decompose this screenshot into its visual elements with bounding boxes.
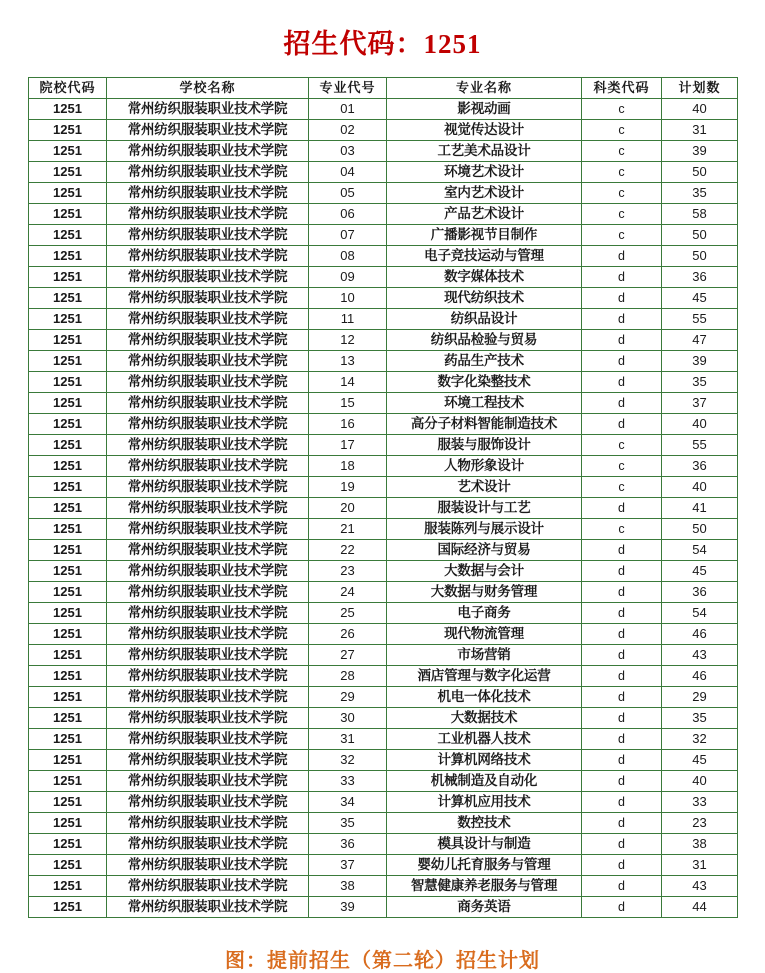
table-row: [29, 456, 738, 477]
cell-school-name: 常州纺织服装职业技术学院: [107, 645, 309, 666]
cell-major-code: 27: [309, 645, 387, 666]
cell-plan-count: 54: [662, 540, 738, 561]
cell-major-name: 电子竞技运动与管理: [387, 246, 582, 267]
table-row: [29, 561, 738, 582]
cell-school-name: 常州纺织服装职业技术学院: [107, 372, 309, 393]
cell-school-code: 1251: [29, 162, 107, 183]
cell-school-name: 常州纺织服装职业技术学院: [107, 246, 309, 267]
cell-plan-count: 36: [662, 582, 738, 603]
header-category-code: 科类代码: [582, 78, 662, 99]
cell-school-code: 1251: [29, 708, 107, 729]
cell-school-name: 常州纺织服装职业技术学院: [107, 393, 309, 414]
cell-plan-count: 38: [662, 834, 738, 855]
cell-school-code: 1251: [29, 477, 107, 498]
cell-plan-count: 54: [662, 603, 738, 624]
cell-school-code: 1251: [29, 750, 107, 771]
cell-category-code: c: [582, 204, 662, 225]
cell-category-code: d: [582, 330, 662, 351]
cell-plan-count: 37: [662, 393, 738, 414]
cell-school-name: 常州纺织服装职业技术学院: [107, 498, 309, 519]
cell-major-name: 大数据技术: [387, 708, 582, 729]
cell-school-name: 常州纺织服装职业技术学院: [107, 519, 309, 540]
cell-school-code: 1251: [29, 267, 107, 288]
cell-plan-count: 44: [662, 897, 738, 918]
cell-major-name: 酒店管理与数字化运营: [387, 666, 582, 687]
cell-school-code: 1251: [29, 519, 107, 540]
cell-major-code: 36: [309, 834, 387, 855]
cell-school-code: 1251: [29, 645, 107, 666]
cell-school-name: 常州纺织服装职业技术学院: [107, 603, 309, 624]
cell-category-code: c: [582, 141, 662, 162]
cell-school-code: 1251: [29, 372, 107, 393]
cell-school-code: 1251: [29, 204, 107, 225]
cell-category-code: d: [582, 792, 662, 813]
header-major-name: 专业名称: [387, 78, 582, 99]
page-title: 招生代码：1251: [283, 29, 482, 59]
cell-school-name: 常州纺织服装职业技术学院: [107, 330, 309, 351]
cell-plan-count: 45: [662, 288, 738, 309]
cell-plan-count: 58: [662, 204, 738, 225]
cell-major-code: 37: [309, 855, 387, 876]
table-header: [29, 78, 738, 99]
cell-major-name: 工业机器人技术: [387, 729, 582, 750]
cell-plan-count: 33: [662, 792, 738, 813]
table-row: [29, 288, 738, 309]
table-row: [29, 99, 738, 120]
cell-major-code: 01: [309, 99, 387, 120]
cell-school-code: 1251: [29, 624, 107, 645]
cell-school-code: 1251: [29, 666, 107, 687]
cell-major-name: 计算机网络技术: [387, 750, 582, 771]
cell-major-name: 高分子材料智能制造技术: [387, 414, 582, 435]
table-row: [29, 519, 738, 540]
cell-major-name: 数字化染整技术: [387, 372, 582, 393]
cell-plan-count: 31: [662, 855, 738, 876]
cell-major-code: 18: [309, 456, 387, 477]
cell-category-code: d: [582, 645, 662, 666]
cell-plan-count: 45: [662, 750, 738, 771]
cell-plan-count: 40: [662, 771, 738, 792]
cell-major-code: 24: [309, 582, 387, 603]
cell-major-code: 22: [309, 540, 387, 561]
table-row: [29, 771, 738, 792]
cell-major-code: 31: [309, 729, 387, 750]
cell-major-name: 现代纺织技术: [387, 288, 582, 309]
cell-category-code: d: [582, 267, 662, 288]
cell-school-code: 1251: [29, 582, 107, 603]
cell-major-name: 模具设计与制造: [387, 834, 582, 855]
cell-school-code: 1251: [29, 897, 107, 918]
cell-major-name: 市场营销: [387, 645, 582, 666]
cell-major-code: 06: [309, 204, 387, 225]
cell-school-name: 常州纺织服装职业技术学院: [107, 687, 309, 708]
cell-major-name: 服装陈列与展示设计: [387, 519, 582, 540]
cell-major-name: 影视动画: [387, 99, 582, 120]
cell-major-code: 33: [309, 771, 387, 792]
cell-plan-count: 46: [662, 666, 738, 687]
cell-school-name: 常州纺织服装职业技术学院: [107, 477, 309, 498]
cell-school-name: 常州纺织服装职业技术学院: [107, 561, 309, 582]
table-row: [29, 708, 738, 729]
table-row: [29, 309, 738, 330]
cell-major-code: 35: [309, 813, 387, 834]
cell-school-name: 常州纺织服装职业技术学院: [107, 582, 309, 603]
cell-school-code: 1251: [29, 561, 107, 582]
cell-school-code: 1251: [29, 246, 107, 267]
cell-category-code: c: [582, 225, 662, 246]
table-body: [29, 99, 738, 918]
cell-school-code: 1251: [29, 729, 107, 750]
cell-category-code: d: [582, 561, 662, 582]
cell-major-name: 国际经济与贸易: [387, 540, 582, 561]
cell-school-code: 1251: [29, 456, 107, 477]
cell-school-code: 1251: [29, 141, 107, 162]
cell-major-code: 20: [309, 498, 387, 519]
table-row: [29, 246, 738, 267]
cell-school-name: 常州纺织服装职业技术学院: [107, 435, 309, 456]
table-row: [29, 897, 738, 918]
cell-school-name: 常州纺织服装职业技术学院: [107, 225, 309, 246]
cell-category-code: d: [582, 708, 662, 729]
cell-major-code: 19: [309, 477, 387, 498]
cell-school-code: 1251: [29, 288, 107, 309]
cell-major-name: 视觉传达设计: [387, 120, 582, 141]
cell-school-code: 1251: [29, 309, 107, 330]
cell-category-code: d: [582, 897, 662, 918]
header-major-code: 专业代号: [309, 78, 387, 99]
cell-plan-count: 50: [662, 225, 738, 246]
cell-school-name: 常州纺织服装职业技术学院: [107, 414, 309, 435]
cell-plan-count: 23: [662, 813, 738, 834]
cell-major-name: 计算机应用技术: [387, 792, 582, 813]
cell-major-code: 02: [309, 120, 387, 141]
cell-major-code: 08: [309, 246, 387, 267]
cell-plan-count: 55: [662, 435, 738, 456]
cell-category-code: d: [582, 540, 662, 561]
cell-category-code: d: [582, 834, 662, 855]
cell-plan-count: 40: [662, 99, 738, 120]
table-row: [29, 477, 738, 498]
cell-category-code: d: [582, 393, 662, 414]
cell-major-code: 16: [309, 414, 387, 435]
cell-school-name: 常州纺织服装职业技术学院: [107, 162, 309, 183]
cell-major-code: 07: [309, 225, 387, 246]
table-row: [29, 540, 738, 561]
cell-category-code: c: [582, 162, 662, 183]
cell-school-name: 常州纺织服装职业技术学院: [107, 99, 309, 120]
cell-category-code: c: [582, 456, 662, 477]
cell-school-name: 常州纺织服装职业技术学院: [107, 120, 309, 141]
cell-major-name: 产品艺术设计: [387, 204, 582, 225]
cell-school-code: 1251: [29, 99, 107, 120]
cell-major-name: 艺术设计: [387, 477, 582, 498]
cell-school-name: 常州纺织服装职业技术学院: [107, 540, 309, 561]
table-row: [29, 372, 738, 393]
cell-major-name: 室内艺术设计: [387, 183, 582, 204]
cell-plan-count: 35: [662, 708, 738, 729]
cell-school-name: 常州纺织服装职业技术学院: [107, 141, 309, 162]
cell-major-code: 29: [309, 687, 387, 708]
figure-caption: 图：提前招生（第二轮）招生计划: [225, 950, 540, 972]
cell-major-name: 环境工程技术: [387, 393, 582, 414]
cell-plan-count: 39: [662, 351, 738, 372]
cell-major-code: 38: [309, 876, 387, 897]
cell-plan-count: 45: [662, 561, 738, 582]
cell-category-code: d: [582, 771, 662, 792]
cell-plan-count: 32: [662, 729, 738, 750]
table-row: [29, 225, 738, 246]
cell-major-name: 大数据与会计: [387, 561, 582, 582]
cell-school-name: 常州纺织服装职业技术学院: [107, 897, 309, 918]
cell-school-code: 1251: [29, 330, 107, 351]
cell-major-code: 17: [309, 435, 387, 456]
cell-school-name: 常州纺织服装职业技术学院: [107, 792, 309, 813]
cell-major-name: 大数据与财务管理: [387, 582, 582, 603]
cell-major-code: 28: [309, 666, 387, 687]
cell-major-name: 工艺美术品设计: [387, 141, 582, 162]
cell-major-code: 15: [309, 393, 387, 414]
cell-category-code: c: [582, 435, 662, 456]
cell-major-code: 10: [309, 288, 387, 309]
cell-school-name: 常州纺织服装职业技术学院: [107, 834, 309, 855]
cell-major-code: 05: [309, 183, 387, 204]
cell-major-name: 药品生产技术: [387, 351, 582, 372]
table-row: [29, 750, 738, 771]
cell-major-name: 智慧健康养老服务与管理: [387, 876, 582, 897]
cell-school-name: 常州纺织服装职业技术学院: [107, 750, 309, 771]
cell-school-code: 1251: [29, 498, 107, 519]
cell-category-code: d: [582, 246, 662, 267]
cell-major-name: 广播影视节目制作: [387, 225, 582, 246]
cell-plan-count: 40: [662, 414, 738, 435]
cell-major-name: 电子商务: [387, 603, 582, 624]
table-row: [29, 687, 738, 708]
cell-plan-count: 35: [662, 183, 738, 204]
cell-category-code: d: [582, 603, 662, 624]
cell-plan-count: 47: [662, 330, 738, 351]
cell-school-code: 1251: [29, 351, 107, 372]
cell-school-code: 1251: [29, 876, 107, 897]
cell-category-code: c: [582, 519, 662, 540]
cell-category-code: d: [582, 351, 662, 372]
cell-school-name: 常州纺织服装职业技术学院: [107, 183, 309, 204]
table-row: [29, 876, 738, 897]
cell-major-name: 数字媒体技术: [387, 267, 582, 288]
cell-school-name: 常州纺织服装职业技术学院: [107, 456, 309, 477]
cell-major-name: 数控技术: [387, 813, 582, 834]
cell-major-name: 环境艺术设计: [387, 162, 582, 183]
cell-major-code: 14: [309, 372, 387, 393]
cell-plan-count: 46: [662, 624, 738, 645]
table-row: [29, 414, 738, 435]
cell-major-code: 25: [309, 603, 387, 624]
cell-school-code: 1251: [29, 120, 107, 141]
cell-major-code: 30: [309, 708, 387, 729]
table-row: [29, 792, 738, 813]
cell-plan-count: 50: [662, 162, 738, 183]
cell-plan-count: 31: [662, 120, 738, 141]
cell-plan-count: 40: [662, 477, 738, 498]
cell-category-code: d: [582, 414, 662, 435]
cell-plan-count: 50: [662, 519, 738, 540]
cell-school-name: 常州纺织服装职业技术学院: [107, 351, 309, 372]
cell-category-code: d: [582, 288, 662, 309]
table-row: [29, 834, 738, 855]
cell-category-code: c: [582, 183, 662, 204]
cell-school-code: 1251: [29, 834, 107, 855]
cell-category-code: d: [582, 855, 662, 876]
table-container: [0, 77, 765, 918]
cell-category-code: d: [582, 582, 662, 603]
cell-category-code: d: [582, 750, 662, 771]
cell-major-code: 34: [309, 792, 387, 813]
cell-plan-count: 29: [662, 687, 738, 708]
cell-category-code: d: [582, 666, 662, 687]
table-row: [29, 330, 738, 351]
cell-school-name: 常州纺织服装职业技术学院: [107, 708, 309, 729]
cell-school-name: 常州纺织服装职业技术学院: [107, 666, 309, 687]
cell-school-name: 常州纺织服装职业技术学院: [107, 288, 309, 309]
table-row: [29, 645, 738, 666]
table-row: [29, 120, 738, 141]
cell-school-code: 1251: [29, 414, 107, 435]
table-row: [29, 267, 738, 288]
table-row: [29, 351, 738, 372]
cell-category-code: d: [582, 876, 662, 897]
cell-school-code: 1251: [29, 603, 107, 624]
cell-school-name: 常州纺织服装职业技术学院: [107, 309, 309, 330]
cell-plan-count: 43: [662, 876, 738, 897]
table-header-row: [29, 78, 738, 99]
cell-plan-count: 41: [662, 498, 738, 519]
cell-school-name: 常州纺织服装职业技术学院: [107, 771, 309, 792]
cell-category-code: c: [582, 477, 662, 498]
cell-plan-count: 50: [662, 246, 738, 267]
table-row: [29, 498, 738, 519]
cell-school-code: 1251: [29, 225, 107, 246]
cell-major-code: 13: [309, 351, 387, 372]
cell-major-name: 服装与服饰设计: [387, 435, 582, 456]
table-row: [29, 603, 738, 624]
cell-major-name: 纺织品检验与贸易: [387, 330, 582, 351]
cell-major-code: 11: [309, 309, 387, 330]
cell-category-code: d: [582, 309, 662, 330]
cell-major-code: 39: [309, 897, 387, 918]
cell-category-code: c: [582, 99, 662, 120]
cell-school-code: 1251: [29, 540, 107, 561]
cell-major-code: 23: [309, 561, 387, 582]
table-row: [29, 141, 738, 162]
cell-category-code: c: [582, 120, 662, 141]
cell-school-name: 常州纺织服装职业技术学院: [107, 729, 309, 750]
cell-school-code: 1251: [29, 813, 107, 834]
table-row: [29, 666, 738, 687]
header-school-code: 院校代码: [29, 78, 107, 99]
table-row: [29, 729, 738, 750]
cell-school-name: 常州纺织服装职业技术学院: [107, 204, 309, 225]
table-row: [29, 162, 738, 183]
cell-plan-count: 39: [662, 141, 738, 162]
table-row: [29, 183, 738, 204]
cell-school-code: 1251: [29, 183, 107, 204]
cell-major-code: 04: [309, 162, 387, 183]
cell-major-code: 26: [309, 624, 387, 645]
cell-plan-count: 36: [662, 267, 738, 288]
cell-plan-count: 55: [662, 309, 738, 330]
cell-school-name: 常州纺织服装职业技术学院: [107, 855, 309, 876]
cell-major-code: 12: [309, 330, 387, 351]
table-row: [29, 393, 738, 414]
cell-major-code: 09: [309, 267, 387, 288]
table-row: [29, 204, 738, 225]
cell-major-name: 纺织品设计: [387, 309, 582, 330]
cell-major-name: 现代物流管理: [387, 624, 582, 645]
cell-school-name: 常州纺织服装职业技术学院: [107, 624, 309, 645]
table-row: [29, 813, 738, 834]
cell-major-name: 机电一体化技术: [387, 687, 582, 708]
table-row: [29, 624, 738, 645]
header-school-name: 学校名称: [107, 78, 309, 99]
cell-plan-count: 35: [662, 372, 738, 393]
cell-school-name: 常州纺织服装职业技术学院: [107, 267, 309, 288]
cell-school-code: 1251: [29, 435, 107, 456]
cell-category-code: d: [582, 813, 662, 834]
cell-school-code: 1251: [29, 771, 107, 792]
cell-school-code: 1251: [29, 855, 107, 876]
cell-plan-count: 36: [662, 456, 738, 477]
cell-category-code: d: [582, 687, 662, 708]
cell-school-name: 常州纺织服装职业技术学院: [107, 813, 309, 834]
cell-category-code: d: [582, 624, 662, 645]
cell-school-code: 1251: [29, 687, 107, 708]
cell-major-name: 机械制造及自动化: [387, 771, 582, 792]
table-row: [29, 435, 738, 456]
table-row: [29, 582, 738, 603]
cell-category-code: d: [582, 729, 662, 750]
cell-school-name: 常州纺织服装职业技术学院: [107, 876, 309, 897]
cell-major-name: 婴幼儿托育服务与管理: [387, 855, 582, 876]
cell-major-code: 03: [309, 141, 387, 162]
table-row: [29, 855, 738, 876]
cell-school-code: 1251: [29, 393, 107, 414]
cell-category-code: d: [582, 498, 662, 519]
admission-plan-table: [28, 77, 738, 918]
cell-category-code: d: [582, 372, 662, 393]
cell-major-name: 人物形象设计: [387, 456, 582, 477]
cell-major-code: 32: [309, 750, 387, 771]
header-plan-count: 计划数: [662, 78, 738, 99]
cell-school-code: 1251: [29, 792, 107, 813]
cell-major-name: 服装设计与工艺: [387, 498, 582, 519]
cell-plan-count: 43: [662, 645, 738, 666]
cell-major-code: 21: [309, 519, 387, 540]
cell-major-name: 商务英语: [387, 897, 582, 918]
